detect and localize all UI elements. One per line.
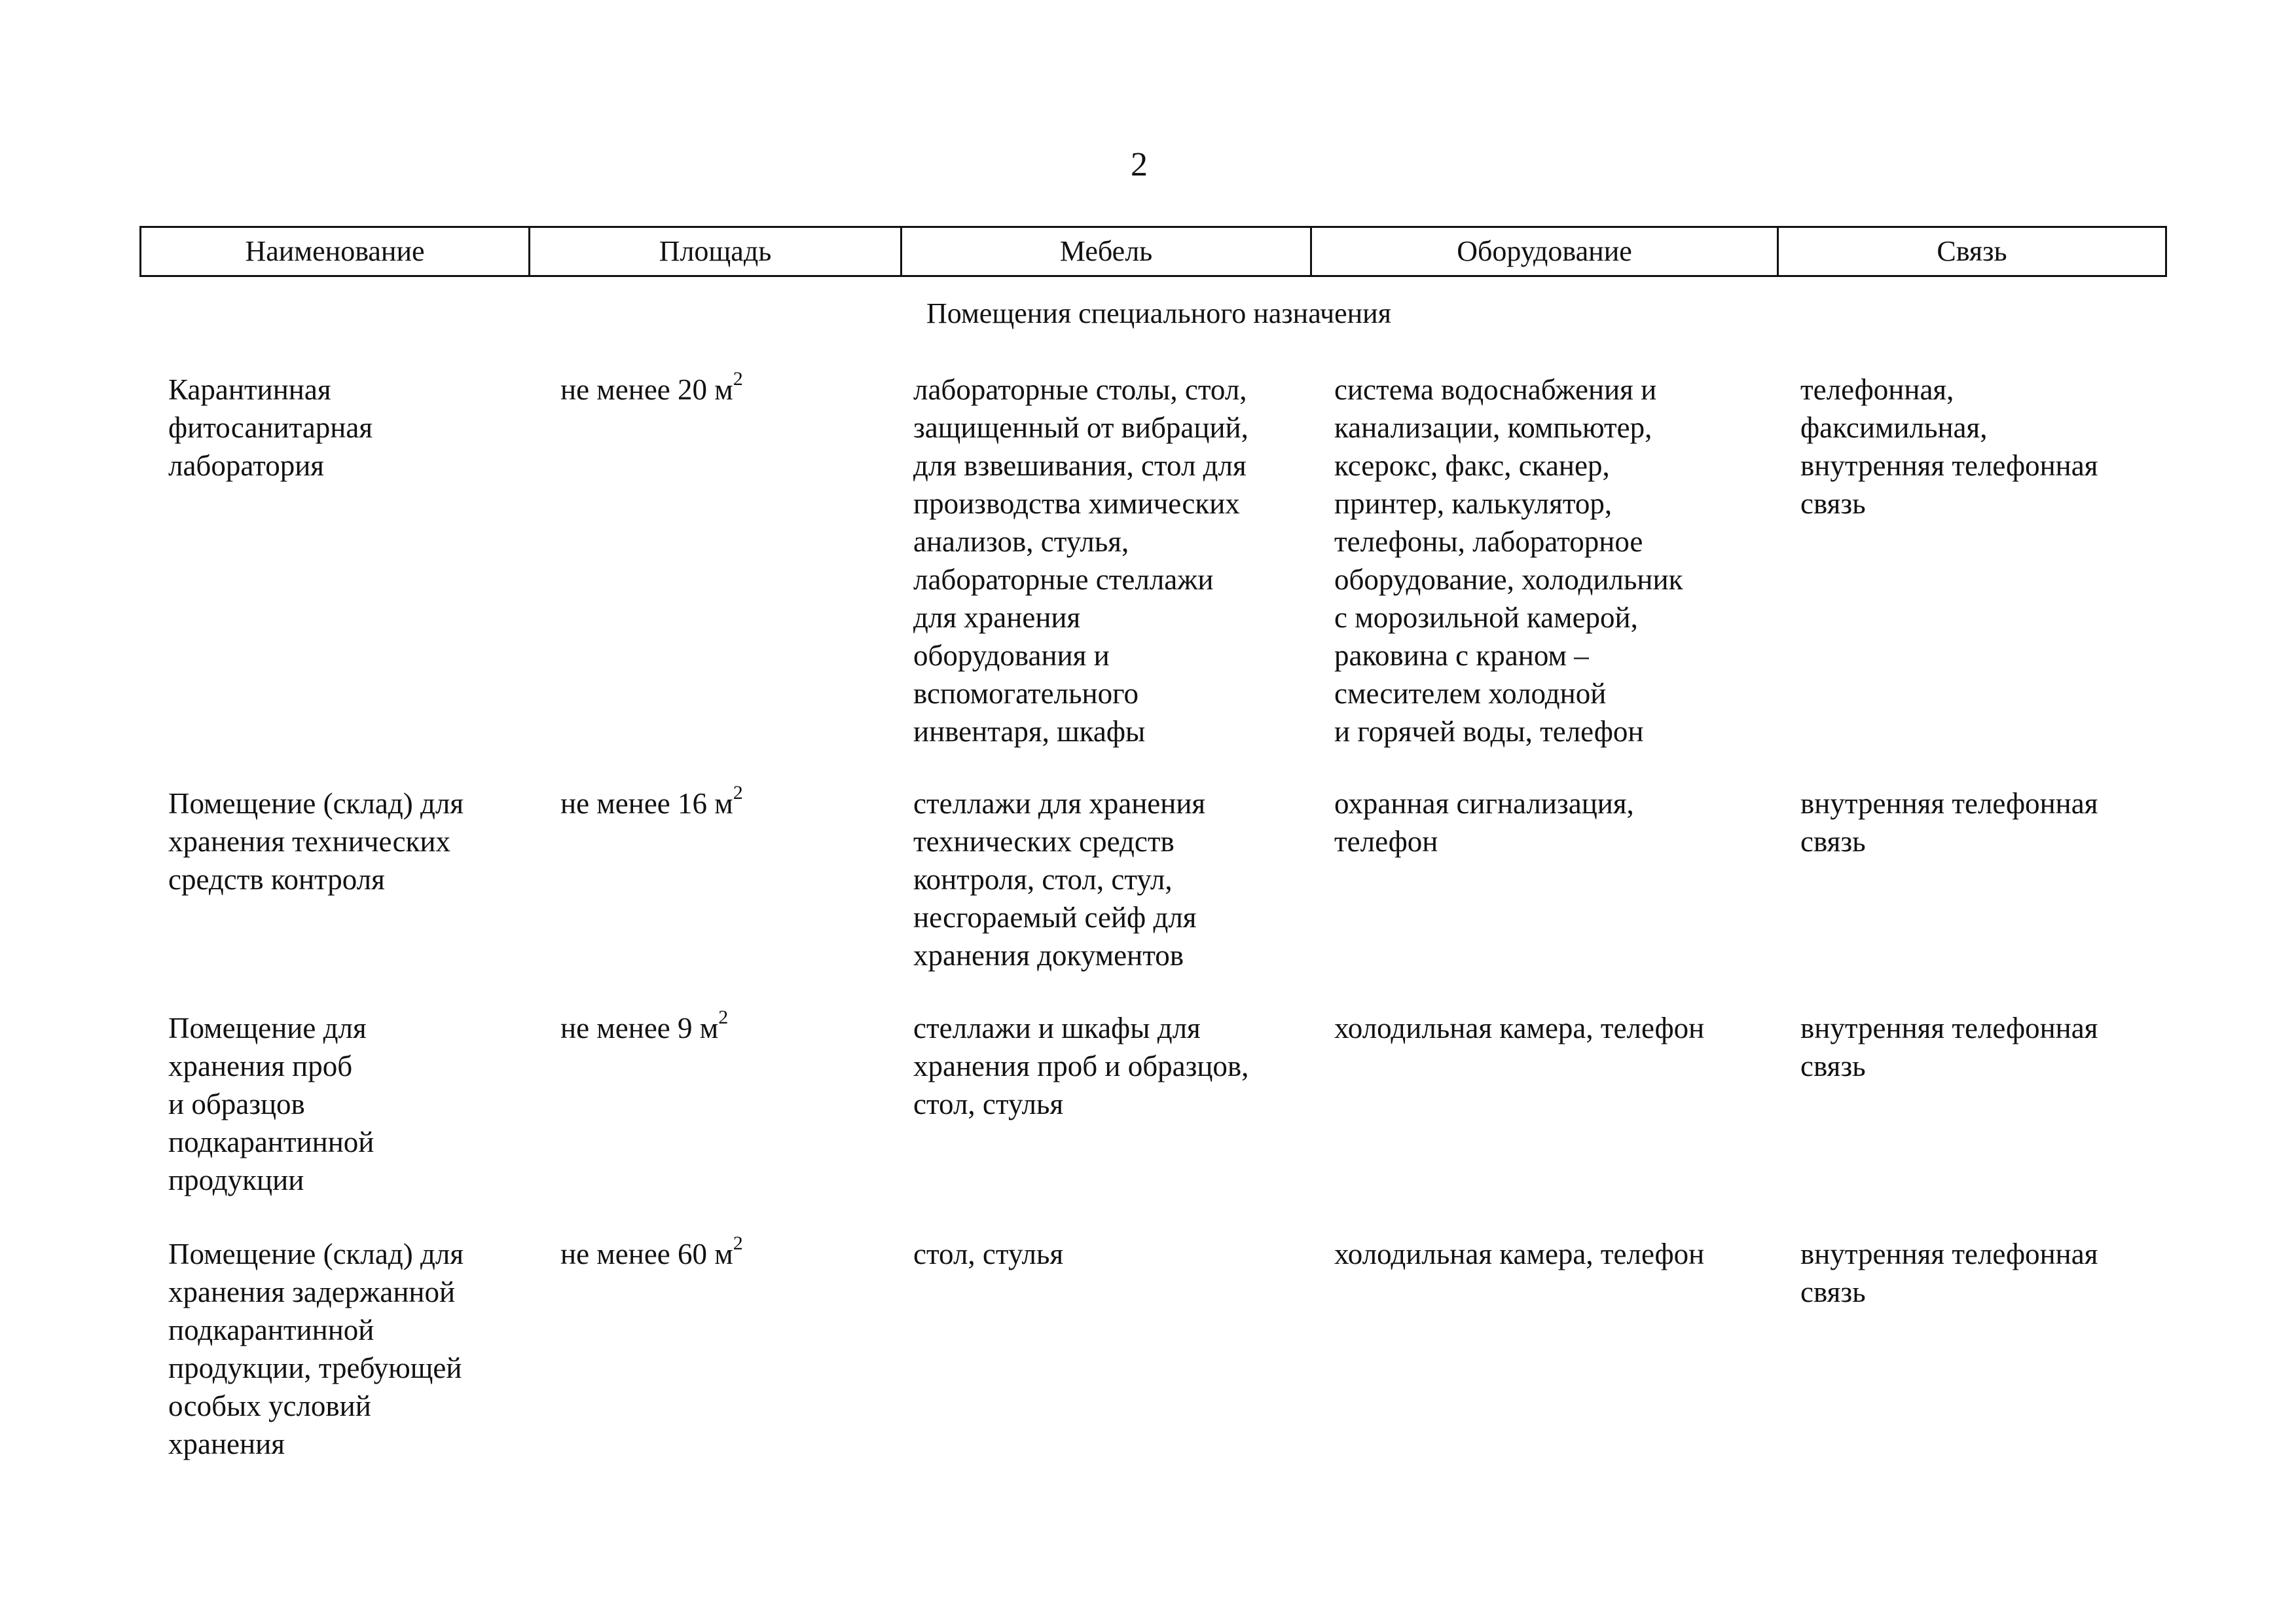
column-header-communication: Связь: [1778, 227, 2166, 276]
section-title: Помещения специального назначения: [926, 297, 1391, 329]
room-equipment: холодильная камера, телефон: [1334, 1238, 1705, 1270]
room-area: не менее 9 $м^2$: [560, 1006, 729, 1044]
room-equipment: холодильная камера, телефон: [1334, 1012, 1705, 1044]
page-number: 2: [1131, 146, 1148, 183]
column-header-equipment: Оборудование: [1311, 227, 1778, 276]
room-furniture: лабораторные столы, стол, защищенный от вибраций, для взвешивания, стол для производства химических анализов, стулья, лабораторные стеллажи для хранения оборудования и вспомогательного инвентаря, шкафы: [913, 373, 1248, 748]
room-equipment: система водоснабжения и канализации, компьютер, ксерокс, факс, сканер, принтер, калькулятор, телефоны, лабораторное оборудование, холодильник с морозильной камерой, раковина с краном – смесителем холодной и горячей воды, телефон: [1334, 373, 1683, 748]
room-area: не менее 16 $м^2$: [560, 782, 743, 820]
room-furniture: стеллажи для хранения технических средств контроля, стол, стул, несгораемый сейф для хранения документов: [913, 787, 1206, 972]
room-name: Помещение для хранения проб и образцов подкарантинной продукции: [168, 1012, 374, 1196]
room-name: Карантинная фитосанитарная лаборатория: [168, 373, 373, 482]
area-superscript: 2: [733, 368, 743, 390]
column-header-name: Наименование: [141, 227, 530, 276]
room-equipment: охранная сигнализация, телефон: [1334, 787, 1634, 858]
room-communication: внутренняя телефонная связь: [1800, 1238, 2098, 1308]
room-name: Помещение (склад) для хранения задержанной подкарантинной продукции, требующей особых условий хранения: [168, 1238, 464, 1460]
table-header: [139, 226, 2167, 277]
area-superscript: 2: [733, 1232, 743, 1254]
area-superscript: 2: [718, 1006, 729, 1028]
room-area: не менее 60 $м^2$: [560, 1232, 743, 1270]
room-area: не менее 20 $м^2$: [560, 368, 743, 406]
room-name: Помещение (склад) для хранения технических средств контроля: [168, 787, 464, 896]
room-communication: внутренняя телефонная связь: [1800, 1012, 2098, 1082]
room-furniture: стеллажи и шкафы для хранения проб и образцов, стол, стулья: [913, 1012, 1249, 1120]
column-header-area: Площадь: [530, 227, 902, 276]
area-superscript: 2: [733, 782, 743, 803]
room-communication: телефонная, факсимильная, внутренняя телефонная связь: [1800, 373, 2098, 520]
room-furniture: стол, стулья: [913, 1238, 1064, 1270]
room-communication: внутренняя телефонная связь: [1800, 787, 2098, 858]
column-header-furniture: Мебель: [902, 227, 1311, 276]
